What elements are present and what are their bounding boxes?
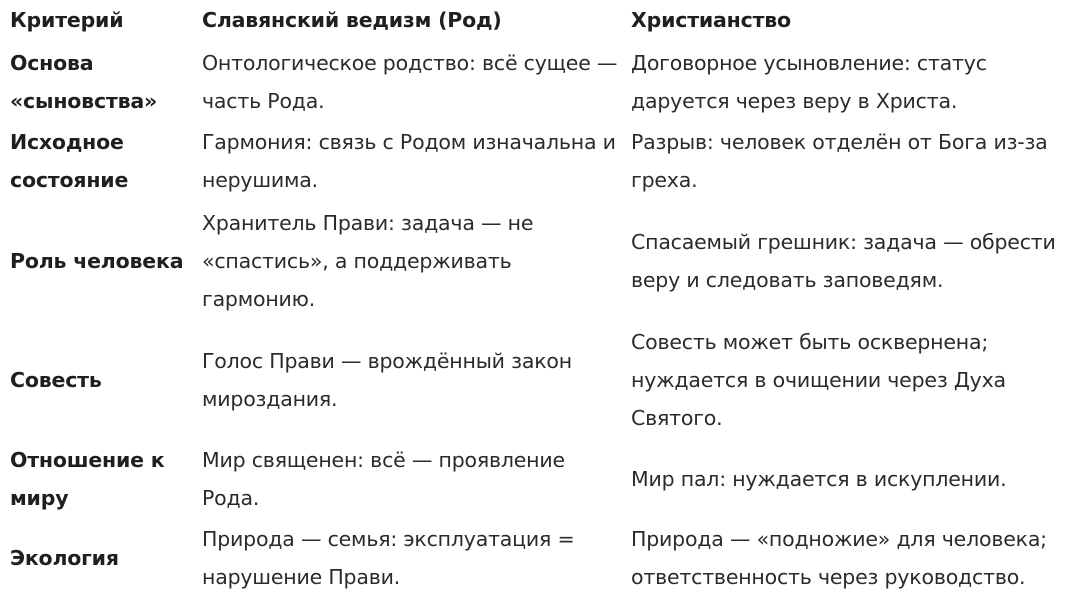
- vedism-cell: Онтологическое родство: всё сущее — часть Рода.: [202, 51, 618, 113]
- header-criterion: Критерий: [10, 8, 124, 32]
- criterion-cell: Экология: [10, 546, 119, 570]
- table-row: [0, 202, 1080, 320]
- vedism-cell: Мир священен: всё — проявление Рода.: [202, 448, 565, 510]
- table-row: [0, 122, 1080, 200]
- christianity-cell: Спасаемый грешник: задача — обрести веру и следовать заповедям.: [631, 230, 1056, 292]
- christianity-cell: Совесть может быть осквернена; нуждается в очищении через Духа Святого.: [631, 330, 1006, 430]
- criterion-cell: Основа «сыновства»: [10, 51, 158, 113]
- table-row: [0, 440, 1080, 518]
- vedism-cell: Природа — семья: эксплуатация = нарушение Прави.: [202, 527, 575, 589]
- christianity-cell: Мир пал: нуждается в искуплении.: [631, 467, 1007, 491]
- criterion-cell: Отношение к миру: [10, 448, 165, 510]
- criterion-cell: Совесть: [10, 368, 102, 392]
- christianity-cell: Разрыв: человек отделён от Бога из-за греха.: [631, 130, 1048, 192]
- christianity-cell: Природа — «подножие» для человека; ответственность через руководство.: [631, 527, 1047, 589]
- table-row: [0, 43, 1080, 121]
- table-row: [0, 519, 1080, 597]
- table-header-row: [0, 0, 1080, 40]
- christianity-cell: Договорное усыновление: статус даруется через веру в Христа.: [631, 51, 987, 113]
- criterion-cell: Роль человека: [10, 249, 184, 273]
- table-row: [0, 321, 1080, 439]
- vedism-cell: Гармония: связь с Родом изначальна и нерушима.: [202, 130, 616, 192]
- vedism-cell: Хранитель Прави: задача — не «спастись», а поддерживать гармонию.: [202, 211, 534, 311]
- header-vedism: Славянский ведизм (Род): [202, 8, 502, 32]
- vedism-cell: Голос Прави — врождённый закон мироздания.: [202, 349, 572, 411]
- header-christianity: Христианство: [631, 8, 791, 32]
- criterion-cell: Исходное состояние: [10, 130, 129, 192]
